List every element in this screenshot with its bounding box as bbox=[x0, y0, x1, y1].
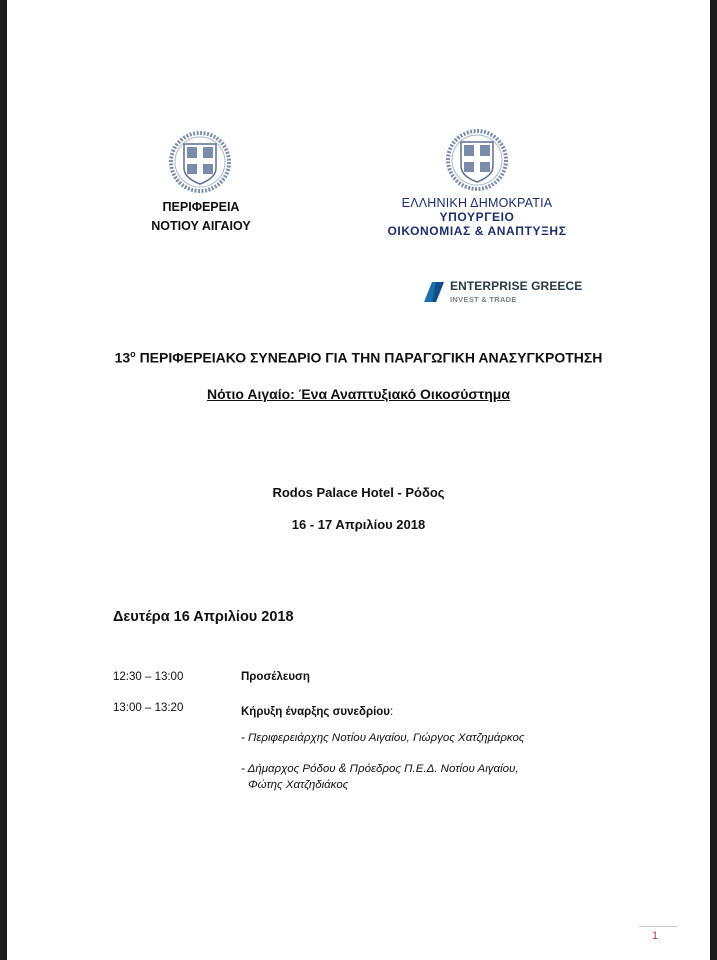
speaker-line: - Περιφερειάρχης Νοτίου Αιγαίου, Γιώργος Χατζημάρκος bbox=[241, 732, 525, 744]
enterprise-greece-name: ENTERPRISE GREECE bbox=[450, 279, 583, 293]
region-line-2: ΝΟΤΙΟΥ ΑΙΓΑΙΟΥ bbox=[151, 219, 251, 233]
greek-coat-of-arms-icon bbox=[445, 128, 509, 192]
ministry-line-2: ΥΠΟΥΡΓΕΙΟ bbox=[439, 210, 515, 224]
enterprise-greece-tagline: INVEST & TRADE bbox=[450, 295, 517, 304]
greek-coat-of-arms-icon bbox=[168, 130, 232, 194]
region-line-1: ΠΕΡΙΦΕΡΕΙΑ bbox=[162, 200, 240, 214]
footer-divider bbox=[639, 926, 677, 927]
schedule-item-title: Κήρυξη έναρξης συνεδρίου bbox=[241, 706, 390, 718]
document-page bbox=[7, 0, 710, 960]
speaker-line: - Δήμαρχος Ρόδου & Πρόεδρος Π.Ε.Δ. Νοτίου Αιγαίου, bbox=[241, 763, 519, 775]
region-logo-text bbox=[137, 198, 265, 236]
schedule-item bbox=[241, 702, 393, 720]
conference-title bbox=[7, 349, 710, 366]
title-text: ΠΕΡΙΦΕΡΕΙΑΚΟ ΣΥΝΕΔΡΙΟ ΓΙΑ ΤΗΝ ΠΑΡΑΓΩΓΙΚΗ ΑΝΑΣΥΓΚΡΟΤΗΣΗ bbox=[139, 349, 603, 366]
schedule-time: 13:00 – 13:20 bbox=[113, 702, 184, 714]
venue: Rodos Palace Hotel - Ρόδος bbox=[272, 485, 445, 500]
conference-dates: 16 - 17 Απριλίου 2018 bbox=[291, 517, 426, 532]
page-number: 1 bbox=[652, 930, 659, 942]
title-superscript: ο bbox=[130, 349, 136, 359]
title-number: 13 bbox=[114, 349, 131, 366]
ministry-line-1: ΕΛΛΗΝΙΚΗ ΔΗΜΟΚΡΑΤΙΑ bbox=[401, 196, 553, 210]
enterprise-greece-logo-icon bbox=[424, 282, 444, 302]
schedule-item-title: Προσέλευση bbox=[241, 671, 310, 683]
day-heading: Δευτέρα 16 Απριλίου 2018 bbox=[113, 609, 294, 625]
schedule-item-suffix: : bbox=[389, 706, 394, 718]
speaker-line: Φώτης Χατζηδιάκος bbox=[248, 779, 349, 791]
enterprise-greece-text bbox=[450, 280, 582, 306]
ministry-line-3: ΟΙΚΟΝΟΜΙΑΣ & ΑΝΑΠΤΥΞΗΣ bbox=[387, 224, 567, 238]
ministry-logo-text bbox=[377, 196, 577, 238]
conference-subtitle: Νότιο Αιγαίο: Ένα Αναπτυξιακό Οικοσύστημα bbox=[207, 386, 510, 402]
schedule-time: 12:30 – 13:00 bbox=[113, 671, 184, 683]
